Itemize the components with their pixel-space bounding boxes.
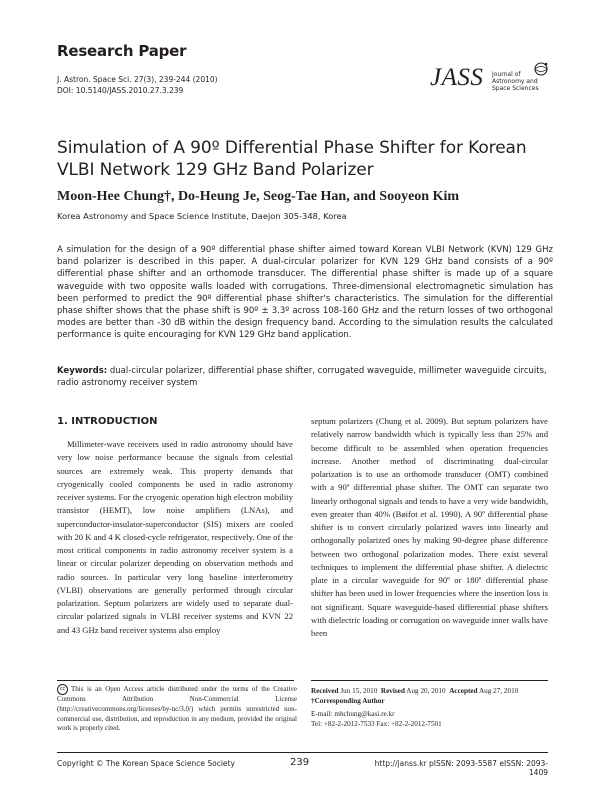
journal-logo-line: Astronomy and [492,78,538,85]
footnote-divider [57,680,294,681]
author-email: E-mail: mhchung@kasi.re.kr [311,710,395,718]
keywords-label: Keywords: [57,366,108,376]
journal-logo-line: Space Sciences [492,85,539,92]
page-footer-divider [57,752,548,753]
accepted-label: Accepted [449,687,478,695]
keywords-text: dual-circular polarizer, differential phase shifter, corrugated waveguide, millimeter waveguide circuits, radio astronomy receiver system [57,366,547,388]
accepted-date: Aug 27, 2010 [478,687,519,695]
creative-commons-icon: cc [57,684,68,695]
footnote-divider [311,680,548,681]
copyright-notice: Copyright © The Korean Space Science Society [57,759,235,768]
author-phone: Tel: +82-2-2012-7533 Fax: +82-2-2012-7501 [311,720,442,728]
submission-dates [311,686,518,696]
received-label: Received [311,687,339,695]
section-heading: 1. INTRODUCTION [57,416,158,427]
corresponding-author-label: †Corresponding Author [311,697,385,705]
journal-logo-line: Journal of [492,71,521,78]
globe-icon [532,60,550,78]
citation-line: J. Astron. Space Sci. 27(3), 239-244 (2010) [57,75,218,84]
section-label: Research Paper [57,42,187,60]
revised-date: Aug 20, 2010 [406,687,446,695]
doi-line: DOI: 10.5140/JASS.2010.27.3.239 [57,86,184,95]
revised-label: Revised [380,687,405,695]
author-list: Moon-Hee Chung†, Do-Heung Je, Seog-Tae Han, and Sooyeon Kim [57,189,460,204]
license-note [57,684,297,734]
issn-info: http://janss.kr pISSN: 2093-5587 eISSN: 2093-1409 [374,759,548,777]
affiliation: Korea Astronomy and Space Science Institute, Daejon 305-348, Korea [57,211,347,221]
received-date: Jun 15, 2010 [340,687,378,695]
abstract: A simulation for the design of a 90º differential phase shifter aimed toward Korean VLBI Network (KVN) 129 GHz band polarizer is described in this paper. A dual-circular polarizer for KVN 129 GHz band consists of a 90º differential phase shifter and an orthomode transducer. The differential phase shifter is made up of a square waveguide with two opposite walls loaded with corrugations. Three-dimensional electromagnetic simulation has been performed to predict the 90º differential phase shifter's characteristics. The simulation for the differential phase shifter shows that the phase shift is 90º ± 3.3º across 108-160 GHz and the return losses of two orthogonal modes are better than -30 dB within the design frequency band. According to the simulation results the calculated performance is quite encouraging for KVN 129 GHz band application. [57,245,553,341]
body-column-left: Millimeter-wave receivers used in radio astronomy should have very low noise performance because the signals from celestial sources are extremely weak. This property demands that cryogenically cooled components be used in radio astronomy receiver systems. For the cryogenic operation high electron mobility transistor (HEMT), low noise amplifiers (LNAs), and superconductor-insulator-superconductor (SIS) mixers are cooled with 20 K and 4 K closed-cycle refrigerator, respectively. One of the most critical components in radio astronomy receiver system is a linear or circular polarizer depending on observation methods and radio sources. In particular very long baseline interferometry (VLBI) observations are generally performed through circular polarization. Septum polarizers are widely used to separate dual-circular polarized signals in VLBI receiver systems and KVN 22 and 43 GHz band receiver systems also employ [57,439,293,635]
keywords [57,365,553,389]
license-text: This is an Open Access article distributed under the terms of the Creative Commons Attribution Non-Commercial License (http://creativecommons.org/licenses/by-nc/3.0/) which permits unrestricted non-commercial use, distribution, and reproduction in any medium, provided the original work is properly cited. [57,685,297,733]
journal-logo-wordmark: JASS [430,64,484,91]
paper-title: Simulation of A 90º Differential Phase Shifter for Korean VLBI Network 129 GHz Band Polarizer [57,138,527,180]
body-column-right: septum polarizers (Chung et al. 2009). But septum polarizers have relatively narrow bandwidth which is typically less than 25% and become difficult to be assembled when operation frequencies increase. Another method of discriminating dual-circular polarization is to use an orthomode transducer (OMT) combined with a 90º differential phase shifter. The OMT can separate two linearly orthogonal signals and tends to have a very wide bandwidth, even greater than 40% (Bøifot et al. 1990). A 90º differential phase shifter is to convert circularly polarized waves into linearly and orthogonally polarized ones by making 90-degree phase difference between two orthogonal polarization modes. There exist several techniques to implement the differential phase shifter. A dielectric plate in a circular waveguide for 90º or 180º differential phase shifter has been used in lower frequencies where the insertion loss is not significant. Square waveguide-based differential phase shifters with dielectric loading or corrugation on waveguide inner walls have been [311,416,548,638]
page-number: 239 [290,757,310,768]
